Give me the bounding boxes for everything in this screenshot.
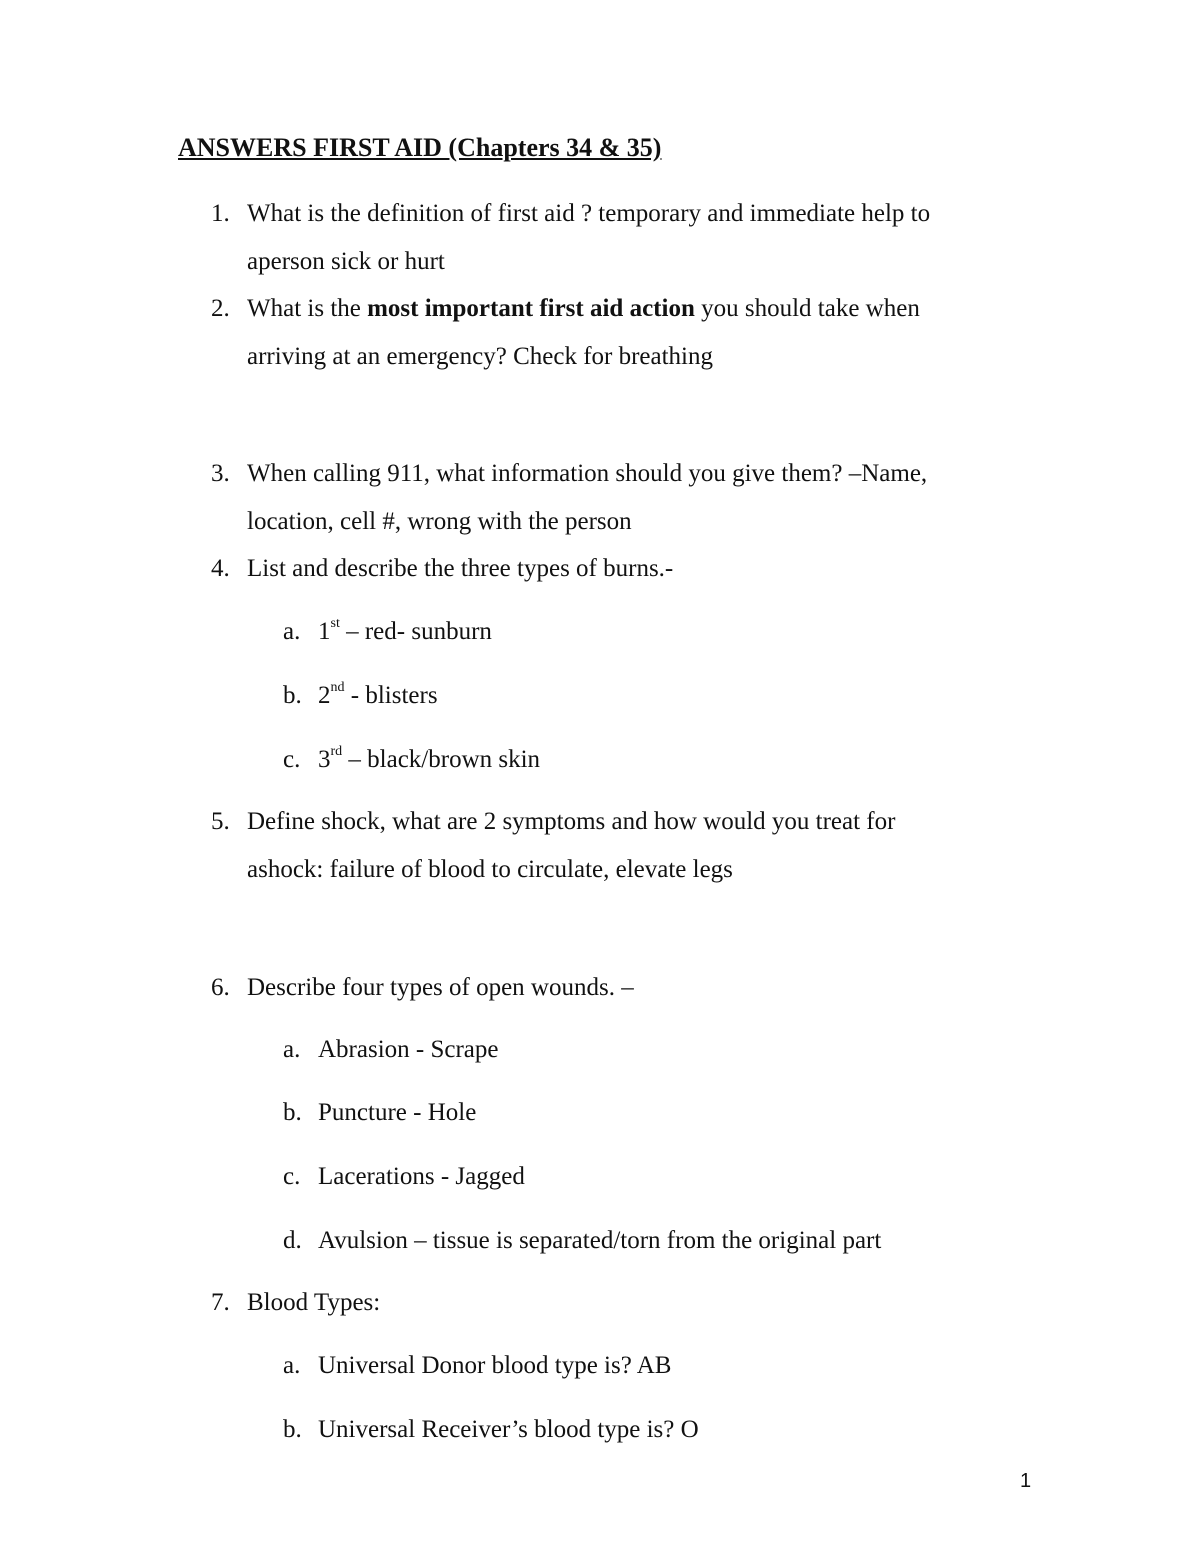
question-number: 1.	[211, 200, 230, 227]
item-text: Avulsion – tissue is separated/torn from the original part	[318, 1227, 882, 1254]
question-text: Describe four types of open wounds. –	[247, 974, 634, 1001]
item-text: Lacerations - Jagged	[318, 1163, 525, 1190]
page-number: 1	[1020, 1470, 1032, 1492]
question-text-bold: most important first aid action	[367, 295, 695, 322]
question-number: 4.	[211, 555, 230, 582]
question-text: arriving at an emergency? Check for breathing	[247, 343, 714, 370]
item-letter: a.	[283, 1036, 301, 1063]
item-text: Puncture - Hole	[318, 1099, 477, 1126]
item-letter: a.	[283, 1352, 301, 1379]
question-number: 6.	[211, 974, 230, 1001]
question-text	[247, 296, 920, 321]
item-letter: c.	[283, 746, 301, 773]
item-text	[318, 680, 438, 709]
item-letter: d.	[283, 1227, 302, 1254]
question-number: 2.	[211, 295, 230, 322]
item-letter: b.	[283, 682, 302, 709]
item-letter: b.	[283, 1099, 302, 1126]
item-ordinal-suffix: rd	[330, 744, 343, 759]
item-ordinal: 1	[318, 618, 331, 645]
item-letter: c.	[283, 1163, 301, 1190]
question-text-post: you should take when	[694, 295, 920, 322]
item-ordinal-suffix: nd	[330, 680, 345, 695]
item-ordinal-suffix: st	[330, 616, 340, 631]
item-description: – black/brown skin	[342, 746, 541, 773]
item-text	[318, 616, 492, 645]
question-number: 7.	[211, 1289, 230, 1316]
question-text: When calling 911, what information should you give them? –Name,	[247, 460, 928, 487]
question-text: location, cell #, wrong with the person	[247, 508, 632, 535]
question-number: 3.	[211, 460, 230, 487]
question-text: Blood Types:	[247, 1289, 381, 1316]
item-description: - blisters	[344, 682, 438, 709]
item-description: – red- sunburn	[339, 618, 492, 645]
item-ordinal: 3	[318, 746, 331, 773]
question-text: Define shock, what are 2 symptoms and how would you treat for	[247, 808, 896, 835]
item-text	[318, 744, 541, 773]
item-text: Abrasion - Scrape	[318, 1036, 499, 1063]
question-text: What is the definition of first aid ? temporary and immediate help to	[247, 200, 931, 227]
question-text-pre: What is the	[247, 295, 368, 322]
question-text: aperson sick or hurt	[247, 248, 445, 275]
item-text: Universal Receiver’s blood type is? O	[318, 1416, 699, 1443]
question-text: ashock: failure of blood to circulate, elevate legs	[247, 856, 733, 883]
question-number: 5.	[211, 808, 230, 835]
item-ordinal: 2	[318, 682, 331, 709]
item-letter: b.	[283, 1416, 302, 1443]
document-title: ANSWERS FIRST AID (Chapters 34 & 35)	[178, 133, 662, 162]
question-text: List and describe the three types of burns.-	[247, 555, 674, 582]
item-letter: a.	[283, 618, 301, 645]
item-text: Universal Donor blood type is? AB	[318, 1352, 672, 1379]
